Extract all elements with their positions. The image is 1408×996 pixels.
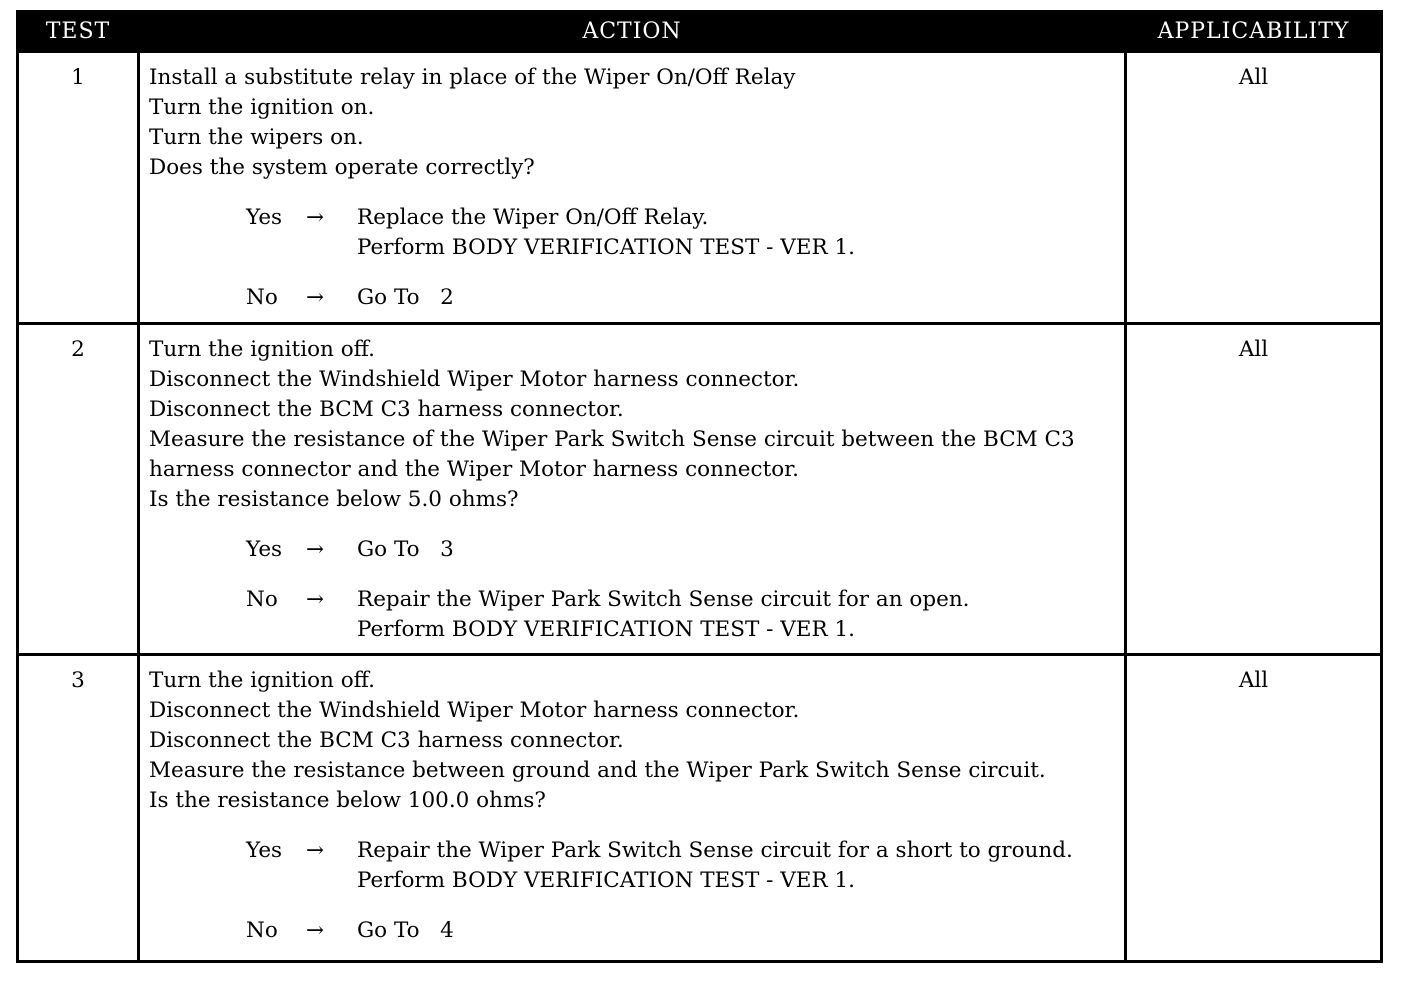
action-step: Disconnect the Windshield Wiper Motor harness connector.: [149, 367, 800, 392]
outcome-line: Repair the Wiper Park Switch Sense circuit for a short to ground.: [357, 838, 1073, 863]
right-arrow-icon: →: [306, 587, 325, 612]
action-cell: [139, 655, 1126, 962]
action-step: Is the resistance below 100.0 ohms?: [149, 788, 546, 813]
outcome-text: [357, 535, 454, 565]
outcome-no: [149, 585, 1118, 645]
header-action: ACTION: [139, 12, 1126, 52]
outcome-line: Go To 4: [357, 918, 454, 943]
action-step: Install a substitute relay in place of the Wiper On/Off Relay: [149, 65, 796, 90]
outcome-no: [149, 283, 1118, 313]
table-row: [18, 655, 1382, 962]
right-arrow-icon: →: [306, 838, 325, 863]
action-step: Turn the ignition off.: [149, 668, 375, 693]
outcome-label: Yes: [246, 205, 283, 230]
applicability-cell: All: [1126, 324, 1382, 655]
outcome-yes: [149, 203, 1118, 263]
action-step: Measure the resistance between ground and the Wiper Park Switch Sense circuit.: [149, 758, 1046, 783]
outcome-line: Perform BODY VERIFICATION TEST - VER 1.: [357, 868, 856, 893]
table-row: [18, 52, 1382, 324]
outcome-label: No: [246, 285, 278, 310]
test-number: 1: [18, 52, 139, 324]
outcome-line: Repair the Wiper Park Switch Sense circuit for an open.: [357, 587, 970, 612]
applicability-cell: All: [1126, 52, 1382, 324]
outcome-text: [357, 916, 454, 946]
outcome-text: [357, 203, 855, 263]
action-step: Is the resistance below 5.0 ohms?: [149, 487, 519, 512]
outcome-text: [357, 283, 454, 313]
outcome-label: No: [246, 587, 278, 612]
header-applicability: APPLICABILITY: [1126, 12, 1382, 52]
outcome-label: No: [246, 918, 278, 943]
action-step: Turn the ignition on.: [149, 95, 375, 120]
action-step: Turn the wipers on.: [149, 125, 364, 150]
action-step: Measure the resistance of the Wiper Park Switch Sense circuit between the BCM C3 harness connector and the Wiper Motor harness connector.: [149, 427, 1075, 482]
action-step: Disconnect the BCM C3 harness connector.: [149, 728, 624, 753]
outcome-line: Perform BODY VERIFICATION TEST - VER 1.: [357, 617, 856, 642]
outcome-label: Yes: [246, 537, 283, 562]
action-step: Does the system operate correctly?: [149, 155, 535, 180]
outcome-text: [357, 836, 1073, 896]
outcome-no: [149, 916, 1118, 946]
action-cell: [139, 324, 1126, 655]
diagnostic-test-table: [16, 10, 1383, 963]
outcome-line: Perform BODY VERIFICATION TEST - VER 1.: [357, 235, 856, 260]
outcome-text: [357, 585, 970, 645]
right-arrow-icon: →: [306, 537, 325, 562]
right-arrow-icon: →: [306, 205, 325, 230]
right-arrow-icon: →: [306, 918, 325, 943]
outcome-line: Go To 3: [357, 537, 454, 562]
table-row: [18, 324, 1382, 655]
test-number: 2: [18, 324, 139, 655]
right-arrow-icon: →: [306, 285, 325, 310]
outcome-yes: [149, 535, 1118, 565]
outcome-label: Yes: [246, 838, 283, 863]
header-test: TEST: [18, 12, 139, 52]
action-cell: [139, 52, 1126, 324]
action-step: Turn the ignition off.: [149, 337, 375, 362]
header-row: [18, 12, 1382, 52]
applicability-cell: All: [1126, 655, 1382, 962]
action-step: Disconnect the Windshield Wiper Motor harness connector.: [149, 698, 800, 723]
outcome-line: Replace the Wiper On/Off Relay.: [357, 205, 709, 230]
test-number: 3: [18, 655, 139, 962]
action-step: Disconnect the BCM C3 harness connector.: [149, 397, 624, 422]
outcome-line: Go To 2: [357, 285, 454, 310]
outcome-yes: [149, 836, 1118, 896]
